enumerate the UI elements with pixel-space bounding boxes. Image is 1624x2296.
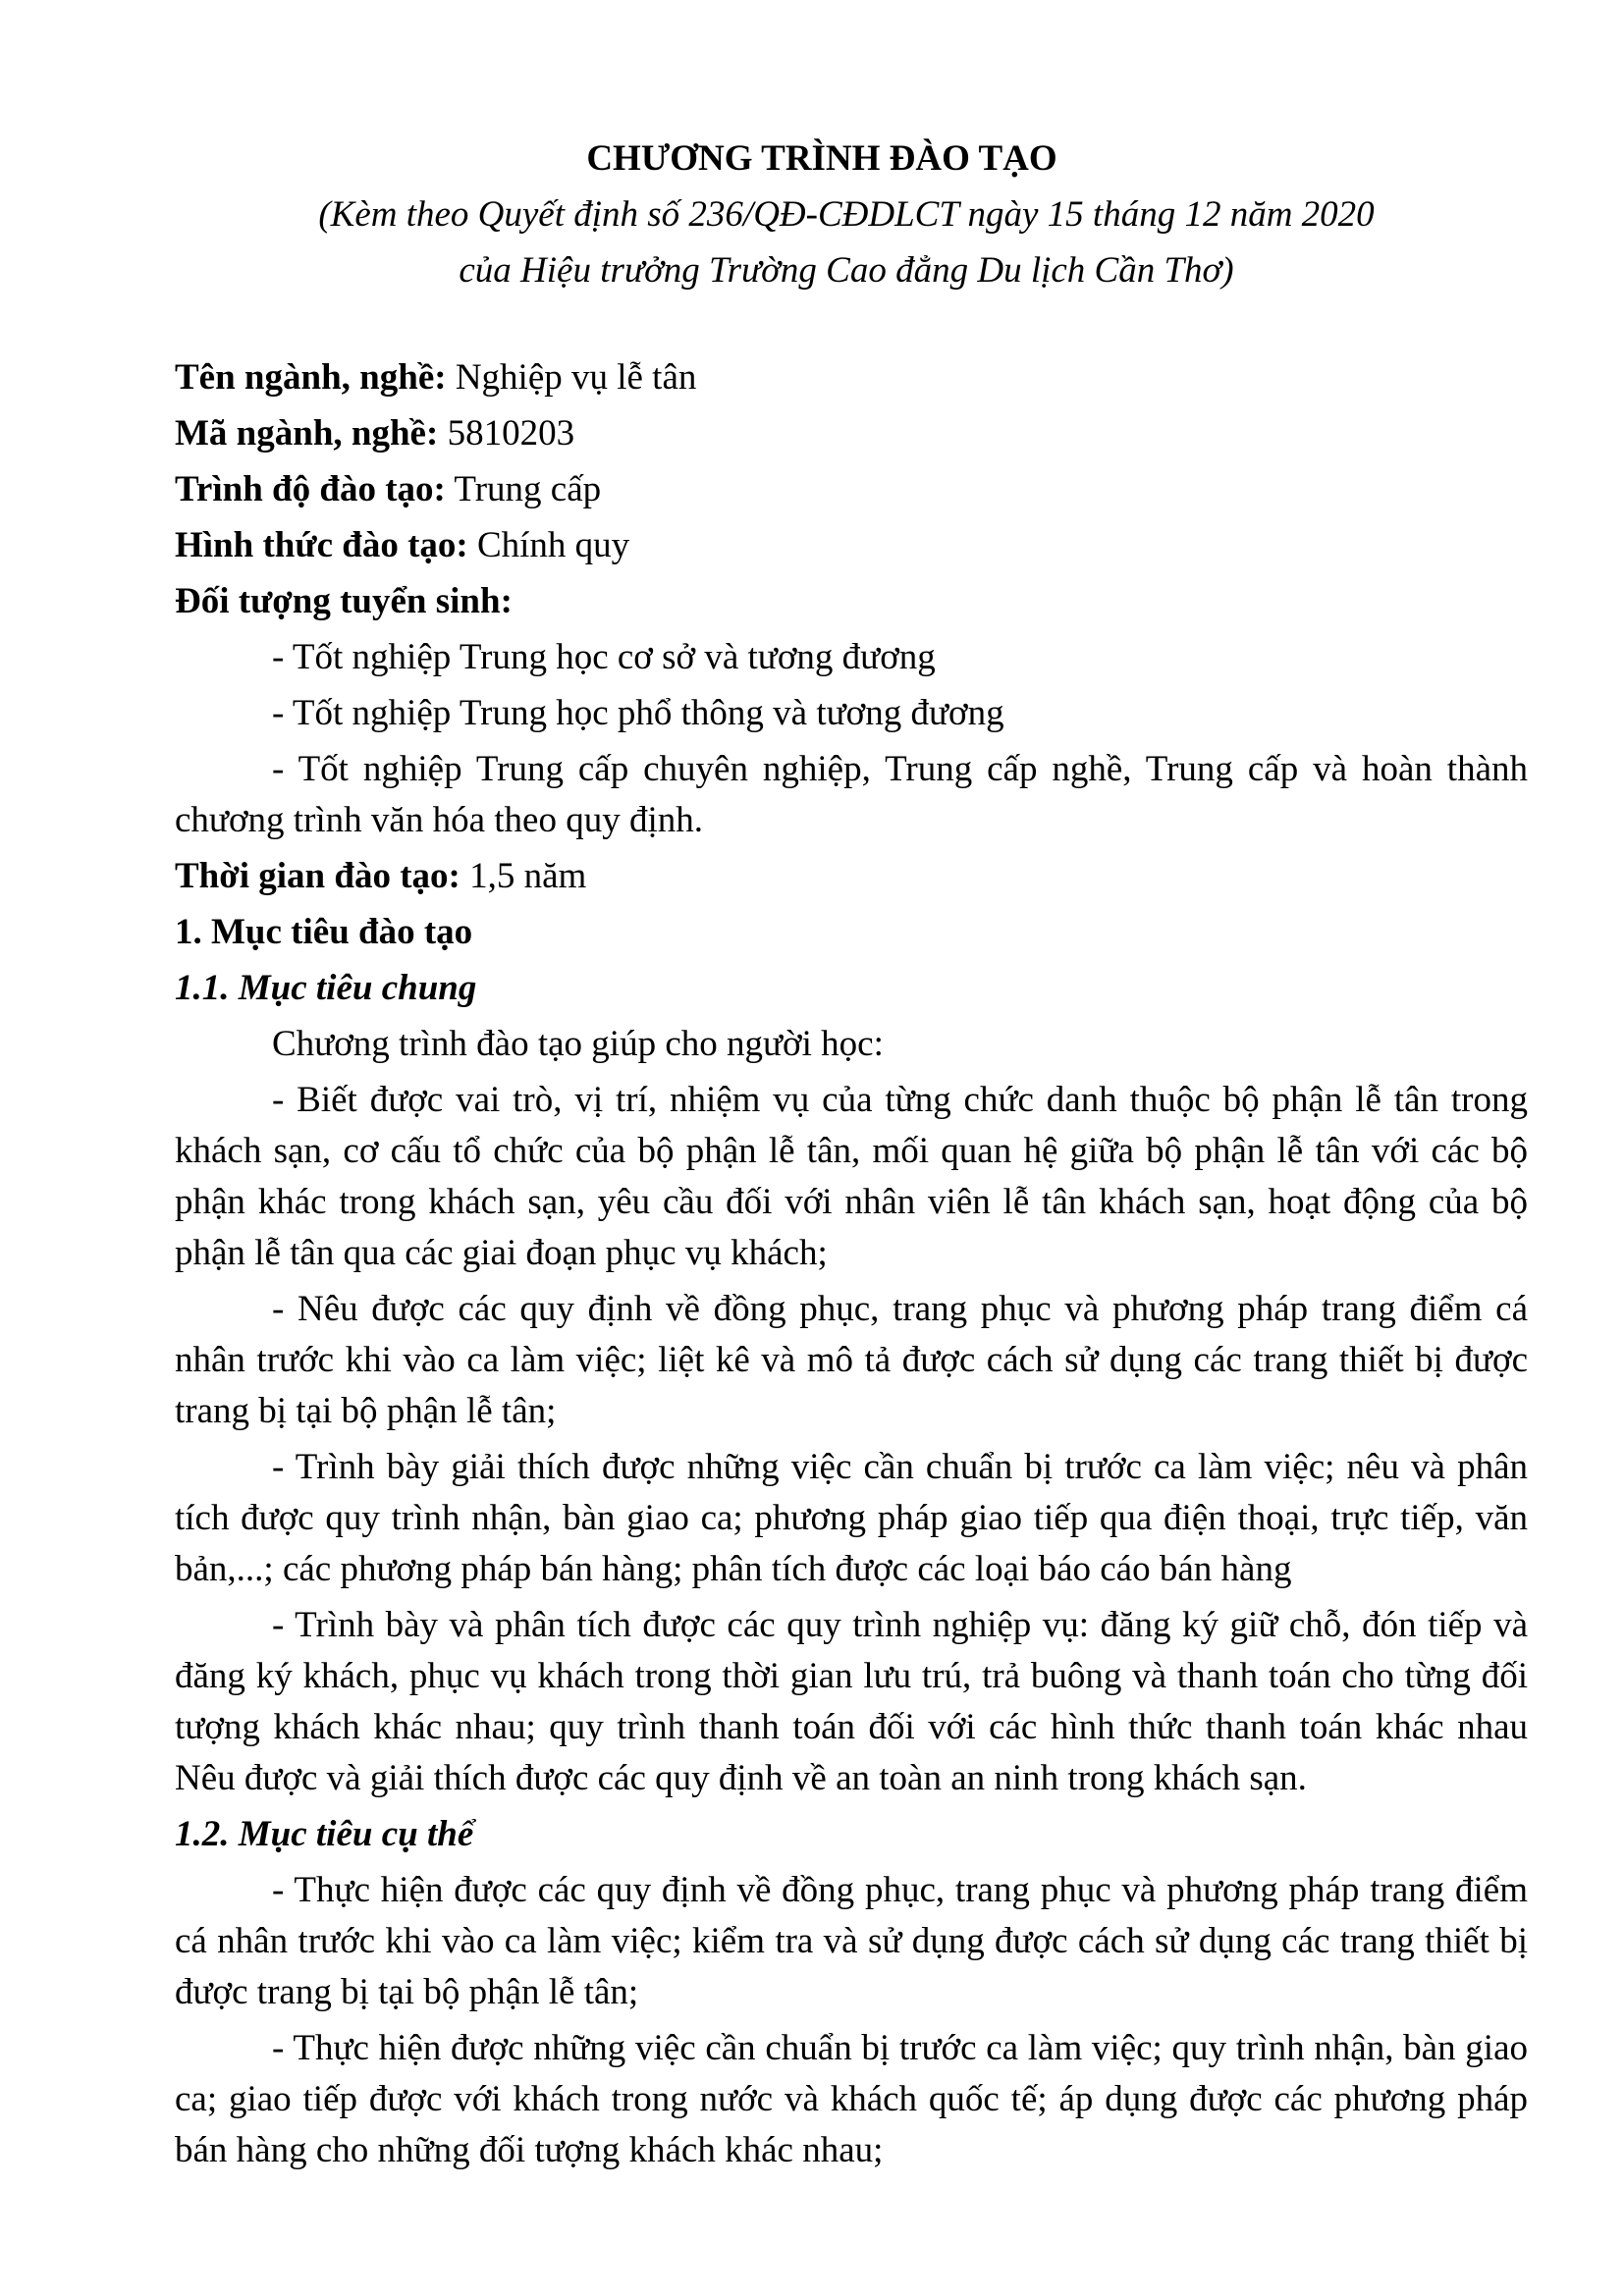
objective-item: - Thực hiện được các quy định về đồng phục, trang phục và phương pháp trang điểm cá nhân trước khi vào ca làm việc; kiểm tra và sử dụng được cách sử dụng các trang thiết bị được trang bị tại bộ phận lễ tân;: [175, 1870, 1528, 2012]
section-heading: 1. Mục tiêu đào tạo: [175, 912, 473, 952]
enrollment-item: - Tốt nghiệp Trung cấp chuyên nghiệp, Trung cấp nghề, Trung cấp và hoàn thành chương trình văn hóa theo quy định.: [175, 749, 1528, 840]
document-subtitle-line2: của Hiệu trưởng Trường Cao đẳng Du lịch Cần Thơ): [459, 250, 1234, 291]
objective-item: - Trình bày giải thích được những việc cần chuẩn bị trước ca làm việc; nêu và phân tích được quy trình nhận, bàn giao ca; phương pháp giao tiếp qua điện thoại, trực tiếp, văn bản,...; các phương pháp bán hàng; phân tích được các loại báo cáo bán hàng: [175, 1447, 1528, 1589]
field-program-name: [175, 352, 1528, 403]
enrollment-item: - Tốt nghiệp Trung học cơ sở và tương đương: [272, 637, 936, 677]
field-label: Tên ngành, nghề:: [175, 357, 447, 398]
subsection-heading: 1.2. Mục tiêu cụ thể: [175, 1814, 474, 1854]
objective-item: - Trình bày và phân tích được các quy trình nghiệp vụ: đăng ký giữ chỗ, đón tiếp và đăng ký khách, phục vụ khách trong thời gian lưu trú, trả buông và thanh toán cho từng đối tượng khách khác nhau; quy trình thanh toán đối với các hình thức thanh toán khác nhau Nêu được và giải thích được các quy định về an toàn an ninh trong khách sạn.: [175, 1605, 1528, 1798]
field-label: Đối tượng tuyển sinh:: [175, 581, 513, 621]
objective-item: - Nêu được các quy định về đồng phục, trang phục và phương pháp trang điểm cá nhân trước khi vào ca làm việc; liệt kê và mô tả được cách sử dụng các trang thiết bị được trang bị tại bộ phận lễ tân;: [175, 1289, 1528, 1431]
field-training-form: [175, 520, 1528, 571]
field-label: Trình độ đào tạo:: [175, 469, 446, 509]
enrollment-item: - Tốt nghiệp Trung học phổ thông và tương đương: [272, 693, 1004, 733]
field-value: Nghiệp vụ lễ tân: [446, 357, 697, 398]
field-value: Trung cấp: [445, 469, 602, 509]
field-enrollment-target: [175, 576, 1528, 627]
document-page: [175, 133, 1528, 2181]
field-value: Chính quy: [467, 525, 630, 565]
subsection-heading: 1.1. Mục tiêu chung: [175, 968, 477, 1008]
field-training-duration: [175, 851, 1528, 902]
field-program-code: [175, 408, 1528, 459]
field-value: 5810203: [438, 413, 575, 454]
document-subtitle-line1: (Kèm theo Quyết định số 236/QĐ-CĐDLCT ngày 15 tháng 12 năm 2020: [318, 194, 1375, 235]
field-label: Hình thức đào tạo:: [175, 525, 468, 565]
field-label: Mã ngành, nghề:: [175, 413, 439, 454]
field-training-level: [175, 464, 1528, 515]
field-label: Thời gian đào tạo:: [175, 856, 460, 896]
spacer: [175, 296, 1528, 352]
objective-item: - Thực hiện được những việc cần chuẩn bị trước ca làm việc; quy trình nhận, bàn giao ca; giao tiếp được với khách trong nước và khách quốc tế; áp dụng được các phương pháp bán hàng cho những đối tượng khách khác nhau;: [175, 2028, 1528, 2170]
field-value: 1,5 năm: [460, 856, 587, 896]
document-title: CHƯƠNG TRÌNH ĐÀO TẠO: [586, 138, 1057, 179]
paragraph-intro: Chương trình đào tạo giúp cho người học:: [272, 1024, 884, 1064]
objective-item: - Biết được vai trò, vị trí, nhiệm vụ của từng chức danh thuộc bộ phận lễ tân trong khách sạn, cơ cấu tổ chức của bộ phận lễ tân, mối quan hệ giữa bộ phận lễ tân với các bộ phận khác trong khách sạn, yêu cầu đối với nhân viên lễ tân khách sạn, hoạt động của bộ phận lễ tân qua các giai đoạn phục vụ khách;: [175, 1080, 1528, 1273]
